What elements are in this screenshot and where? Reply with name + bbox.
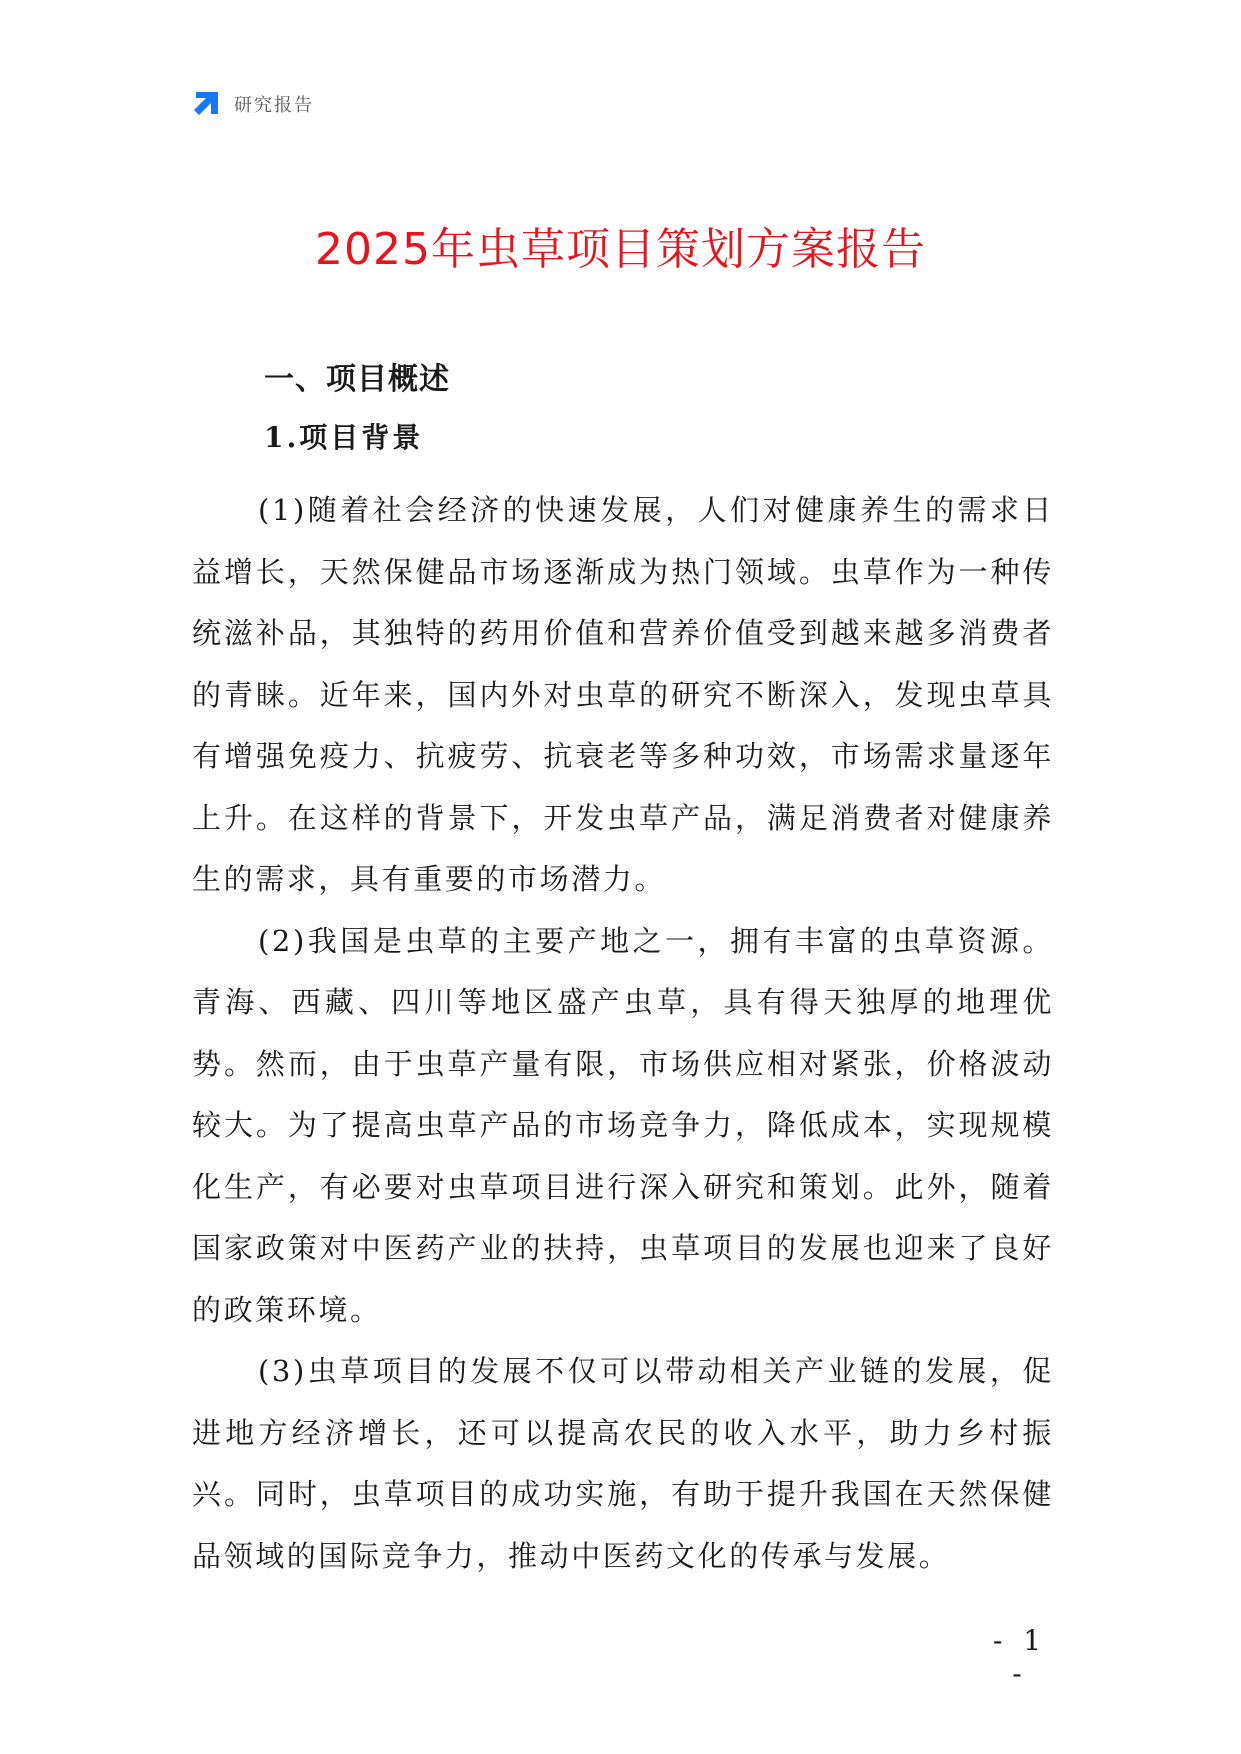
paragraph-3: (3)虫草项目的发展不仅可以带动相关产业链的发展，促进地方经济增长，还可以提高农民的收入水平，助力乡村振兴。同时，虫草项目的成功实施，有助于提升我国在天然保健品领域的国际竞争力，推动中医药文化的传承与发展。 [192,1354,1054,1573]
paragraph-1: (1)随着社会经济的快速发展，人们对健康养生的需求日益增长，天然保健品市场逐渐成为热门领域。虫草作为一种传统滋补品，其独特的药用价值和营养价值受到越来越多消费者的青睐。近年来，国内外对虫草的研究不断深入，发现虫草具有增强免疫力、抗疲劳、抗衰老等多种功效，市场需求量逐年上升。在这样的背景下，开发虫草产品，满足消费者对健康养生的需求，具有重要的市场潜力。 [192,493,1054,896]
document-body [192,358,1054,1587]
document-header [190,88,314,120]
page-number: - 1 - [992,1624,1048,1690]
document-title: 2025年虫草项目策划方案报告 [315,224,926,275]
paragraph-2: (2)我国是虫草的主要产地之一，拥有丰富的虫草资源。青海、西藏、四川等地区盛产虫草，具有得天独厚的地理优势。然而，由于虫草产量有限，市场供应相对紧张，价格波动较大。为了提高虫草产品的市场竞争力，降低成本，实现规模化生产，有必要对虫草项目进行深入研究和策划。此外，随着国家政策对中医药产业的扶持，虫草项目的发展也迎来了良好的政策环境。 [192,923,1054,1327]
section-heading: 一、项目概述 [264,362,450,397]
subsection-heading: 1.项目背景 [264,421,424,454]
arrow-logo-icon [190,88,222,120]
header-label: 研究报告 [234,95,314,116]
